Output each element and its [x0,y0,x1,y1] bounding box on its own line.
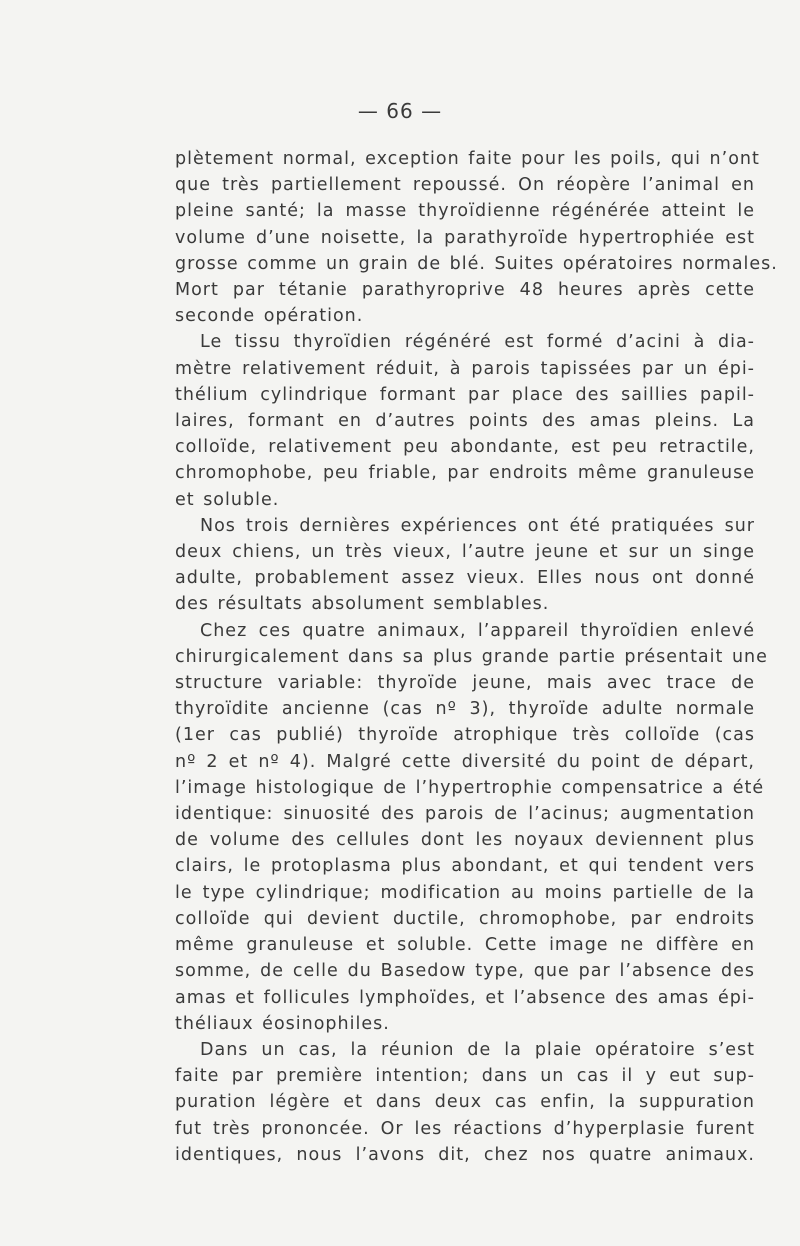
text-line: colloïde qui devient ductile, chromophobe, par endroits [175,908,755,929]
text-line: fut très prononcée. Or les réactions d’hyperplasie furent [175,1118,755,1139]
text-line: amas et follicules lymphoïdes, et l’absence des amas épi- [175,987,755,1008]
text-line: identique: sinuosité des parois de l’acinus; augmentation [175,804,755,825]
text-line: nº 2 et nº 4). Malgré cette diversité du point de départ, [175,751,755,772]
text-line: seconde opération. [175,306,364,327]
text-line: deux chiens, un très vieux, l’autre jeune et sur un singe [175,542,755,563]
body-text [175,146,778,1168]
text-line: (1er cas publié) thyroïde atrophique très colloïde (cas [175,725,755,746]
text-line: Mort par tétanie parathyroprive 48 heures après cette [175,280,755,301]
text-line: théliaux éosinophiles. [175,1013,390,1034]
text-line: somme, de celle du Basedow type, que par l’absence des [175,961,755,982]
text-line: chirurgicalement dans sa plus grande partie présentait une [175,646,768,667]
text-line: faite par première intention; dans un cas il y eut sup- [175,1066,755,1087]
text-line: Nos trois dernières expériences ont été pratiquées sur [200,515,755,536]
text-line: adulte, probablement assez vieux. Elles nous ont donné [175,568,755,589]
text-line: l’image histologique de l’hypertrophie compensatrice a été [175,777,765,798]
text-line: structure variable: thyroïde jeune, mais avec trace de [175,673,755,694]
text-line: laires, formant en d’autres points des amas pleins. La [175,411,755,432]
text-line: pleine santé; la masse thyroïdienne régénérée atteint le [175,201,755,222]
text-line: mètre relativement réduit, à parois tapissées par un épi- [175,358,755,379]
text-line: clairs, le protoplasma plus abondant, et qui tendent vers [175,856,755,877]
text-line: identiques, nous l’avons dit, chez nos quatre animaux. [175,1144,755,1165]
text-line: Dans un cas, la réunion de la plaie opératoire s’est [200,1039,755,1060]
text-line: volume d’une noisette, la parathyroïde hypertrophiée est [175,227,755,248]
text-line: thélium cylindrique formant par place des saillies papil- [175,384,755,405]
text-line: des résultats absolument semblables. [175,594,550,615]
text-line: puration légère et dans deux cas enfin, la suppuration [175,1092,755,1113]
text-line: colloïde, relativement peu abondante, est peu retractile, [175,437,755,458]
text-line: de volume des cellules dont les noyaux deviennent plus [175,830,755,851]
text-line: Chez ces quatre animaux, l’appareil thyroïdien enlevé [200,620,755,641]
text-line: Le tissu thyroïdien régénéré est formé d’acini à dia- [200,332,755,353]
text-line: thyroïdite ancienne (cas nº 3), thyroïde adulte normale [175,699,755,720]
text-line: et soluble. [175,489,280,510]
text-line: le type cylindrique; modification au moins partielle de la [175,882,755,903]
text-line: grosse comme un grain de blé. Suites opératoires normales. [175,253,778,274]
text-line: plètement normal, exception faite pour les poils, qui n’ont [175,149,760,169]
text-line: même granuleuse et soluble. Cette image ne diffère en [175,935,755,956]
text-line: que très partiellement repoussé. On réopère l’animal en [175,175,755,196]
text-line: chromophobe, peu friable, par endroits même granuleuse [175,463,755,484]
page-number: — 66 — [357,99,443,123]
